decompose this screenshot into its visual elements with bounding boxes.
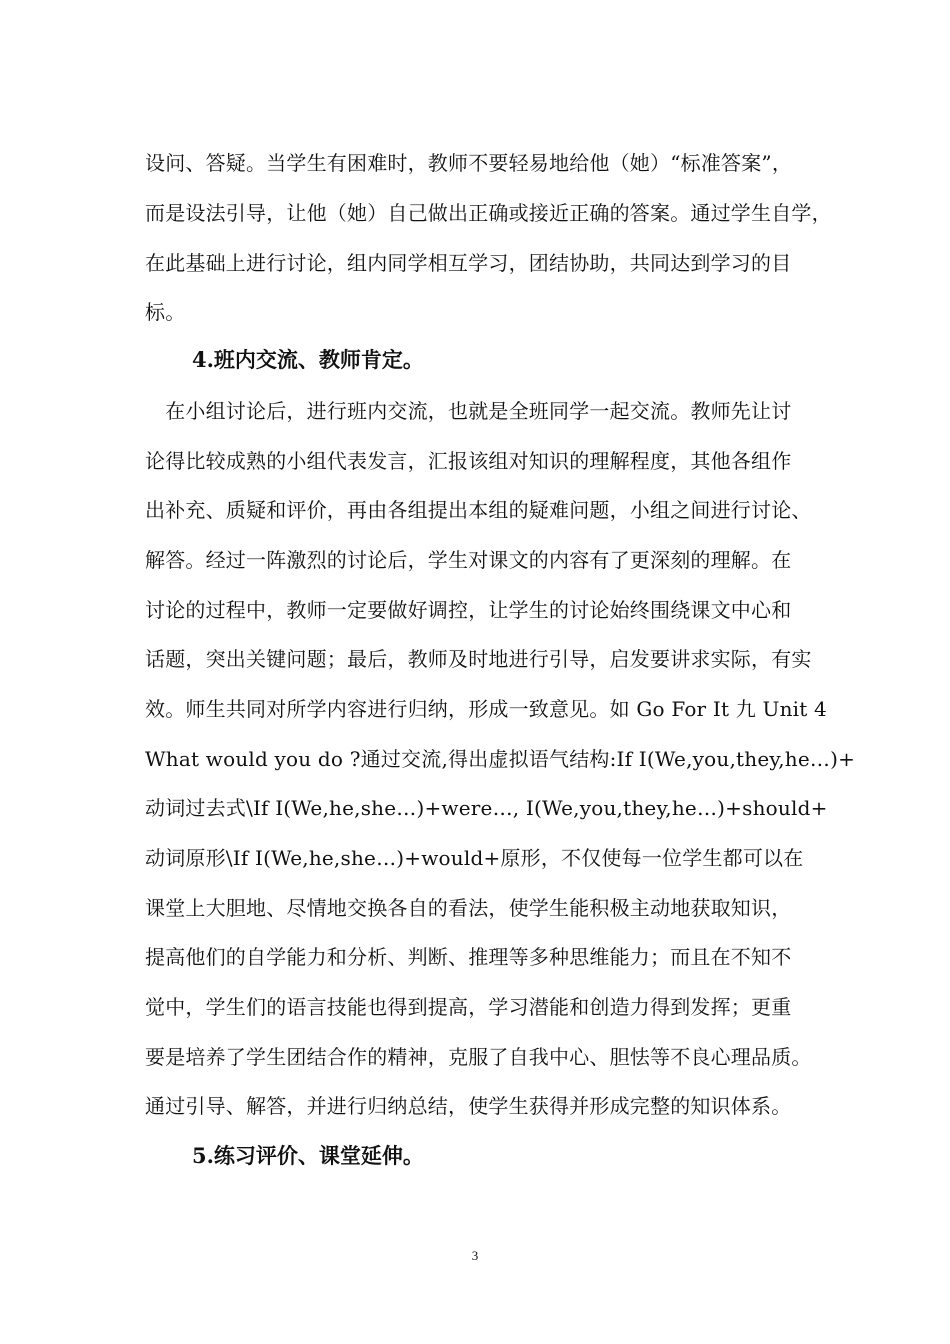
page-number: 3 <box>471 1248 479 1263</box>
paragraph-line: 效。师生共同对所学内容进行归纳，形成一致意见。如 Go For It 九 Unit 4 <box>145 697 827 721</box>
paragraph-line: 动词过去式\If I(We,he,she…)+were…, I(We,you,they,he…)+should+ <box>145 796 828 820</box>
paragraph-line: What would you do ?通过交流,得出虚拟语气结构:If I(We,you,they,he…)+ <box>145 747 856 771</box>
paragraph-line: 话题，突出关键问题；最后，教师及时地进行引导，启发要讲求实际，有实 <box>145 647 812 671</box>
paragraph-line: 通过引导、解答，并进行归纳总结，使学生获得并形成完整的知识体系。 <box>145 1094 792 1118</box>
paragraph-line: 设问、答疑。当学生有困难时，教师不要轻易地给他（她）“标准答案”， <box>145 151 793 175</box>
paragraph-line: 在此基础上进行讨论，组内同学相互学习，团结协助，共同达到学习的目 <box>145 251 792 275</box>
paragraph-line: 要是培养了学生团结合作的精神，克服了自我中心、胆怯等不良心理品质。 <box>145 1045 812 1069</box>
paragraph-line: 出补充、质疑和评价，再由各组提出本组的疑难问题，小组之间进行讨论、 <box>145 498 812 522</box>
paragraph-line: 而是设法引导，让他（她）自己做出正确或接近正确的答案。通过学生自学， <box>145 201 832 225</box>
paragraph-line: 论得比较成熟的小组代表发言，汇报该组对知识的理解程度，其他各组作 <box>145 449 792 473</box>
paragraph-line: 解答。经过一阵激烈的讨论后，学生对课文的内容有了更深刻的理解。在 <box>145 548 792 572</box>
section-heading-5: 5.练习评价、课堂延伸。 <box>192 1143 424 1168</box>
paragraph-line: 觉中，学生们的语言技能也得到提高，学习潜能和创造力得到发挥；更重 <box>145 995 792 1019</box>
paragraph-line: 标。 <box>145 300 186 324</box>
paragraph-line: 课堂上大胆地、尽情地交换各自的看法，使学生能积极主动地获取知识， <box>145 896 792 920</box>
paragraph-line: 提高他们的自学能力和分析、判断、推理等多种思维能力；而且在不知不 <box>145 945 792 969</box>
paragraph-line: 讨论的过程中，教师一定要做好调控，让学生的讨论始终围绕课文中心和 <box>145 598 792 622</box>
paragraph-line: 在小组讨论后，进行班内交流，也就是全班同学一起交流。教师先让讨 <box>145 399 792 423</box>
paragraph-line: 动词原形\If I(We,he,she…)+would+原形，不仅使每一位学生都可以在 <box>145 846 804 870</box>
section-heading-4: 4.班内交流、教师肯定。 <box>192 347 424 372</box>
